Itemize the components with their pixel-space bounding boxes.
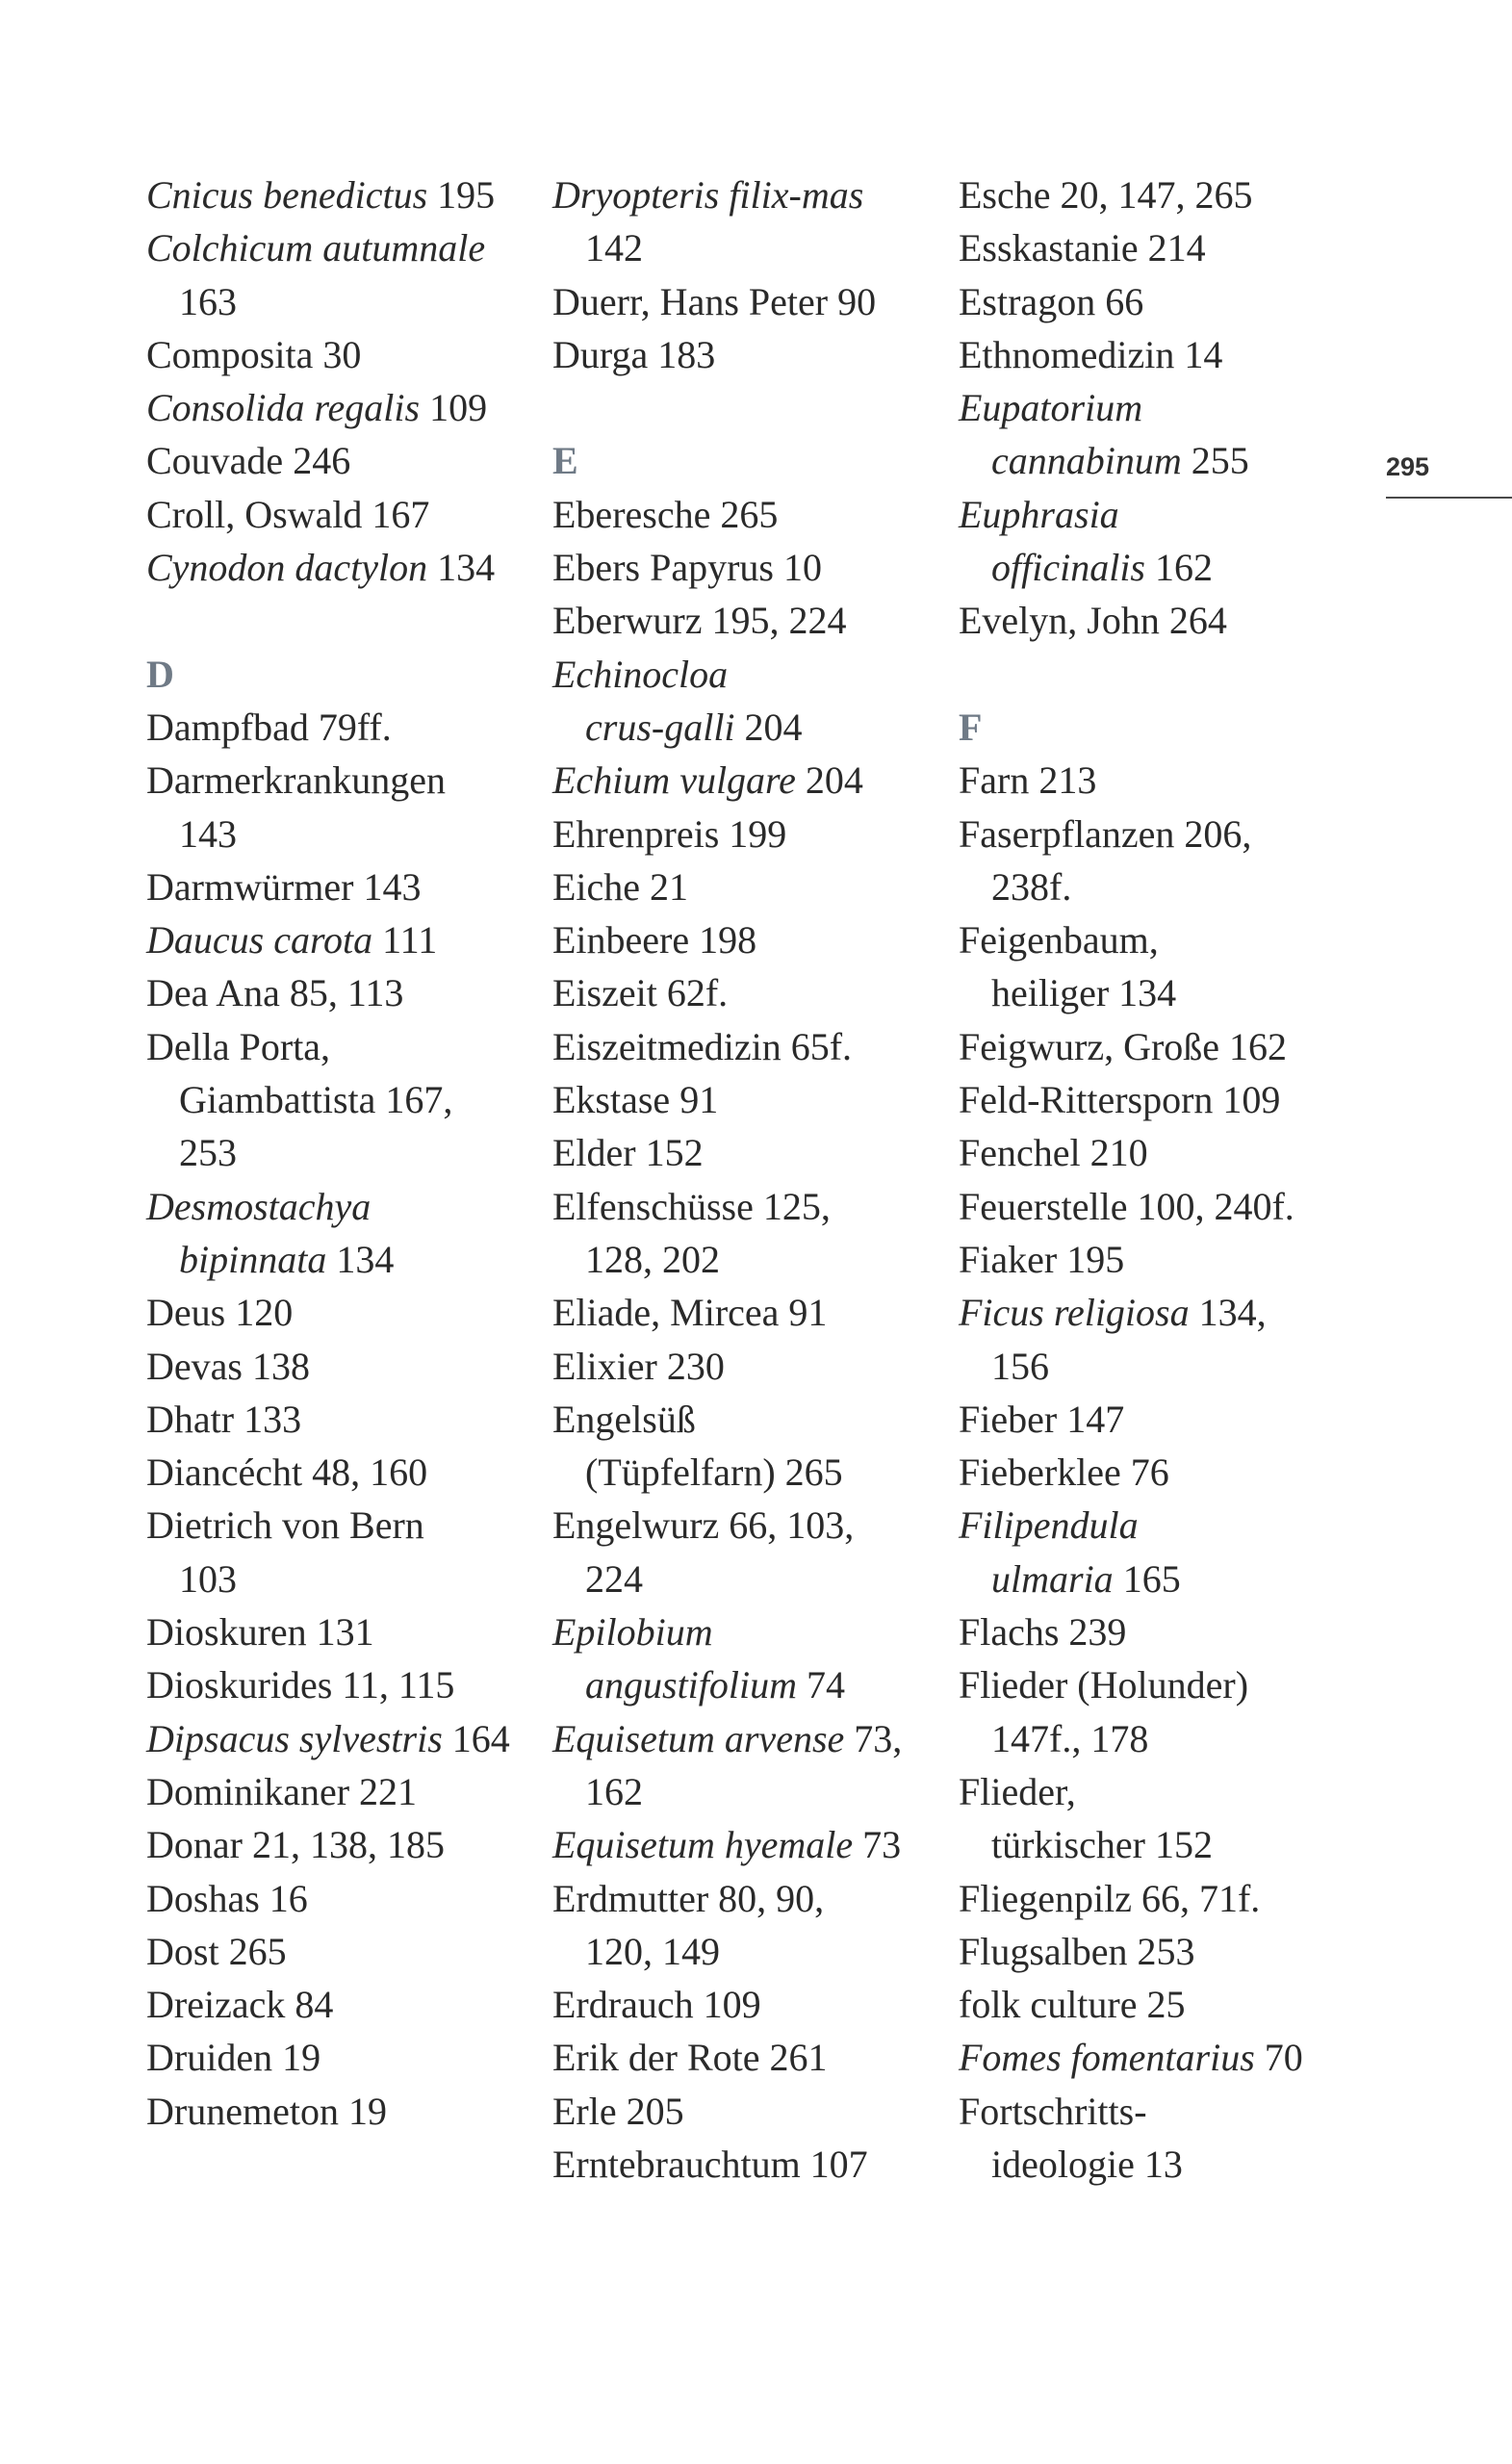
section-letter-f: F [959,705,983,749]
index-entry: Dominikaner 221 [146,1769,418,1813]
entry-pages: 204 [734,705,803,749]
index-entry: Eberwurz 195, 224 [552,599,847,643]
index-entry: Ethnomedizin 14 [959,332,1223,376]
index-entry: Feigwurz, Große 162 [959,1024,1288,1068]
entry-latin-name: crus-galli [585,705,735,749]
index-entry-continuation [959,1553,1363,1605]
index-entry: Einbeere 198 [552,918,757,962]
entry-pages: 74 [797,1663,846,1707]
index-entry: Erik der Rote 261 [552,2036,828,2080]
index-entry: Fiaker 195 [959,1237,1125,1281]
index-entry [959,1286,1363,1339]
index-entry: Dioskurides 11, 115 [146,1663,455,1707]
index-entry: folk culture 25 [959,1983,1186,2027]
index-entry-continuation: (Tüpfelfarn) 265 [585,1450,843,1495]
entry-pages: 134 [326,1237,395,1281]
entry-pages: 165 [1113,1556,1181,1601]
entry-latin-name: Filipendula [959,1503,1139,1548]
entry-pages: 111 [372,918,438,962]
index-entry [146,1180,531,1233]
index-entry: Fortschritts- [959,2089,1147,2133]
entry-pages: 73, [844,1716,903,1760]
index-entry: Donar 21, 138, 185 [146,1823,445,1867]
index-entry: Engelsüß [552,1397,696,1441]
entry-latin-name: cannabinum [991,439,1182,483]
entry-latin-name: Dipsacus sylvestris [146,1716,443,1760]
entry-latin-name: Desmostachya [146,1184,372,1228]
index-entry-continuation: 143 [179,811,237,856]
index-entry: Eiche 21 [552,864,689,909]
index-entry: Erntebrauchtum 107 [552,2142,868,2186]
index-entry: Feigenbaum, [959,918,1159,962]
page-number-rule [1386,497,1512,499]
index-entry [959,1499,1363,1552]
index-entry-continuation: Giambattista 167, [179,1078,453,1122]
index-entry: Ehrenpreis 199 [552,811,787,856]
index-entry-continuation [959,434,1363,487]
index-entry: Dietrich von Bern [146,1503,424,1548]
index-entry-continuation: 253 [179,1131,237,1175]
entry-latin-name: bipinnata [179,1237,327,1281]
index-entry: Erdrauch 109 [552,1983,761,2027]
index-entry [552,1712,947,1765]
index-column-3 [959,168,1363,2191]
entry-latin-name: officinalis [991,546,1145,590]
entry-pages: 204 [795,758,863,803]
entry-latin-name: Cynodon dactylon [146,546,428,590]
entry-latin-name: Euphrasia [959,492,1119,536]
index-entry: Della Porta, [146,1024,331,1068]
index-entry [552,1818,947,1871]
entry-pages: 164 [442,1716,510,1760]
index-entry [552,1605,947,1658]
index-column-1 [146,168,531,2138]
index-entry: Fieber 147 [959,1397,1125,1441]
index-entry: Erle 205 [552,2089,684,2133]
index-entry-continuation: 162 [585,1769,643,1813]
index-entry [959,2031,1363,2084]
index-entry: Duerr, Hans Peter 90 [552,279,877,323]
entry-latin-name: Echium vulgare [552,758,796,803]
index-entry: Eberesche 265 [552,492,779,536]
index-entry: Eiszeitmedizin 65f. [552,1024,853,1068]
index-entry: Faserpflanzen 206, [959,811,1252,856]
index-entry: Flachs 239 [959,1610,1127,1655]
index-entry [552,754,947,807]
index-entry [146,913,531,966]
index-entry: Engelwurz 66, 103, [552,1503,855,1548]
index-entry-continuation: türkischer 152 [991,1823,1213,1867]
index-entry: Eiszeit 62f. [552,971,729,1015]
index-entry-continuation: 128, 202 [585,1237,720,1281]
index-entry-continuation: 103 [179,1556,237,1601]
index-entry: Esche 20, 147, 265 [959,173,1253,217]
index-entry-continuation [552,1658,947,1711]
index-entry-continuation: 163 [179,279,237,323]
index-entry-continuation: 142 [585,226,643,270]
index-entry: Dhatr 133 [146,1397,302,1441]
index-entry [959,381,1363,434]
index-entry-continuation: 156 [991,1344,1049,1388]
section-gap [959,648,1363,701]
index-entry-continuation: 120, 149 [585,1929,720,1973]
entry-pages: 134, [1189,1291,1267,1335]
index-entry: Ebers Papyrus 10 [552,546,822,590]
index-entry-continuation: 224 [585,1556,643,1601]
index-entry: Fliegenpilz 66, 71f. [959,1876,1261,1920]
index-entry: Darmerkrankungen [146,758,446,803]
index-entry-continuation [552,701,947,754]
index-entry: Flieder, [959,1769,1076,1813]
index-entry: Croll, Oswald 167 [146,492,430,536]
entry-latin-name: Colchicum autumnale [146,226,486,270]
index-entry: Dampfbad 79ff. [146,705,392,749]
index-entry [552,168,947,221]
index-entry [959,488,1363,541]
index-entry: Dea Ana 85, 113 [146,971,404,1015]
entry-latin-name: Cnicus benedictus [146,173,428,217]
entry-pages: 162 [1145,546,1213,590]
section-gap [552,381,947,434]
index-entry: Flugsalben 253 [959,1929,1195,1973]
index-entry: Drunemeton 19 [146,2089,387,2133]
index-entry: Farn 213 [959,758,1097,803]
entry-pages: 109 [420,386,488,430]
index-entry: Fieberklee 76 [959,1450,1169,1495]
index-entry: Elfenschüsse 125, [552,1184,831,1228]
entry-latin-name: Dryopteris filix-mas [552,173,864,217]
index-entry-continuation: heiliger 134 [991,971,1177,1015]
index-entry [146,168,531,221]
index-entry: Elixier 230 [552,1344,725,1388]
index-entry [146,1712,531,1765]
index-entry [146,221,531,274]
entry-pages: 134 [427,546,496,590]
entry-latin-name: Equisetum hyemale [552,1823,854,1867]
index-entry [146,381,531,434]
index-entry: Flieder (Holunder) [959,1663,1249,1707]
entry-latin-name: Eupatorium [959,386,1143,430]
index-entry: Couvade 246 [146,439,351,483]
entry-latin-name: Epilobium [552,1610,713,1655]
entry-latin-name: Ficus religiosa [959,1291,1190,1335]
index-entry: Dreizack 84 [146,1983,334,2027]
entry-latin-name: Echinocloa [552,652,729,696]
index-entry: Ekstase 91 [552,1078,719,1122]
index-entry: Feuerstelle 100, 240f. [959,1184,1294,1228]
index-entry: Diancécht 48, 160 [146,1450,428,1495]
index-entry: Feld-Rittersporn 109 [959,1078,1281,1122]
index-entry [552,648,947,701]
index-entry: Composita 30 [146,332,362,376]
index-entry: Darmwürmer 143 [146,864,422,909]
page-number: 295 [1386,452,1430,481]
index-entry [146,541,531,594]
index-entry: Eliade, Mircea 91 [552,1291,828,1335]
entry-pages: 70 [1254,2036,1303,2080]
entry-latin-name: Equisetum arvense [552,1716,845,1760]
entry-pages: 73 [853,1823,902,1867]
entry-latin-name: Fomes fomentarius [959,2036,1255,2080]
entry-latin-name: Daucus carota [146,918,373,962]
index-entry-continuation: 147f., 178 [991,1716,1149,1760]
section-letter-d: D [146,652,174,696]
index-column-2 [552,168,947,2191]
index-entry: Evelyn, John 264 [959,599,1227,643]
index-entry-continuation: ideologie 13 [991,2142,1183,2186]
index-entry: Erdmutter 80, 90, [552,1876,825,1920]
entry-pages: 195 [427,173,496,217]
index-entry: Druiden 19 [146,2036,321,2080]
index-entry: Doshas 16 [146,1876,308,1920]
section-letter-e: E [552,439,578,483]
entry-latin-name: angustifolium [585,1663,798,1707]
index-entry-continuation: 238f. [991,864,1072,909]
index-entry: Durga 183 [552,332,716,376]
section-gap [146,594,531,647]
index-entry-continuation [959,541,1363,594]
entry-latin-name: ulmaria [991,1556,1114,1601]
index-entry: Dost 265 [146,1929,287,1973]
index-entry: Deus 120 [146,1291,294,1335]
index-entry: Dioskuren 131 [146,1610,374,1655]
index-entry-continuation [146,1233,531,1286]
index-entry: Esskastanie 214 [959,226,1206,270]
entry-latin-name: Consolida regalis [146,386,421,430]
index-entry: Devas 138 [146,1344,310,1388]
index-entry: Estragon 66 [959,279,1144,323]
index-entry: Fenchel 210 [959,1131,1148,1175]
entry-pages: 255 [1181,439,1249,483]
index-entry: Elder 152 [552,1131,704,1175]
